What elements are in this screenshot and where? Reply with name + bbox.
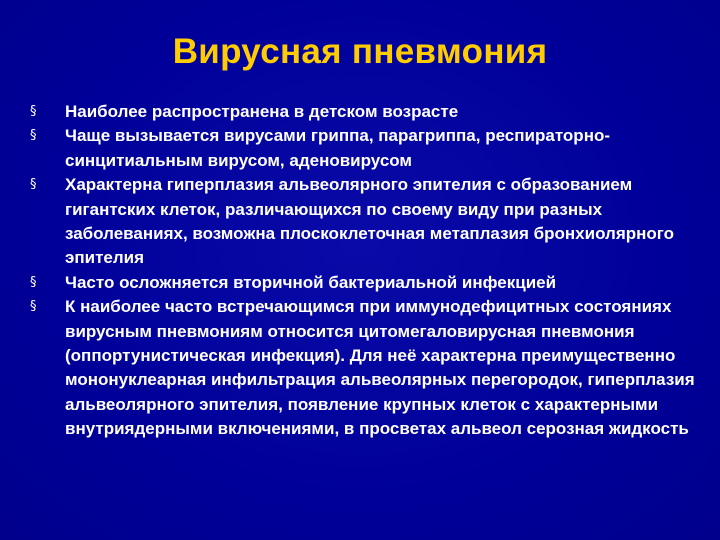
bullet-item (30, 100, 700, 124)
slide-title: Вирусная пневмония (172, 32, 548, 71)
bullet-text: Часто осложняется вторичной бактериальной инфекцией (65, 272, 557, 292)
bullet-text: Характерна гиперплазия альвеолярного эпителия с образованием гигантских клеток, различающихся по своему виду при разных заболеваниях, возможна плоскоклеточная метаплазия бронхиолярного эпителия (65, 175, 675, 268)
bullet-list (30, 100, 700, 442)
bullet-item (30, 124, 700, 173)
bullet-item (30, 173, 700, 271)
bullet-marker-icon: § (30, 177, 37, 193)
bullet-text: Чаще вызывается вирусами гриппа, парагриппа, респираторно-синцитиальным вирусом, аденовирусом (65, 126, 611, 170)
bullet-marker-icon: § (30, 299, 37, 315)
bullet-item (30, 271, 700, 295)
bullet-text: К наиболее часто встречающимся при иммунодефицитных состояниях вирусным пневмониям относится цитомегаловирусная пневмония (оппортунистическая инфекция). Для неё характерна преимущественно мононуклеарная инфильтрация альвеолярных перегородок, гиперплазия альвеолярного эпителия, появление крупных клеток с характерными внутриядерными включениями, в просветах альвеол серозная жидкость (65, 297, 695, 439)
bullet-marker-icon: § (30, 128, 37, 144)
bullet-item (30, 295, 700, 441)
bullet-marker-icon: § (30, 274, 37, 290)
bullet-marker-icon: § (30, 104, 37, 119)
bullet-text: Наиболее распространена в детском возрасте (65, 102, 459, 121)
